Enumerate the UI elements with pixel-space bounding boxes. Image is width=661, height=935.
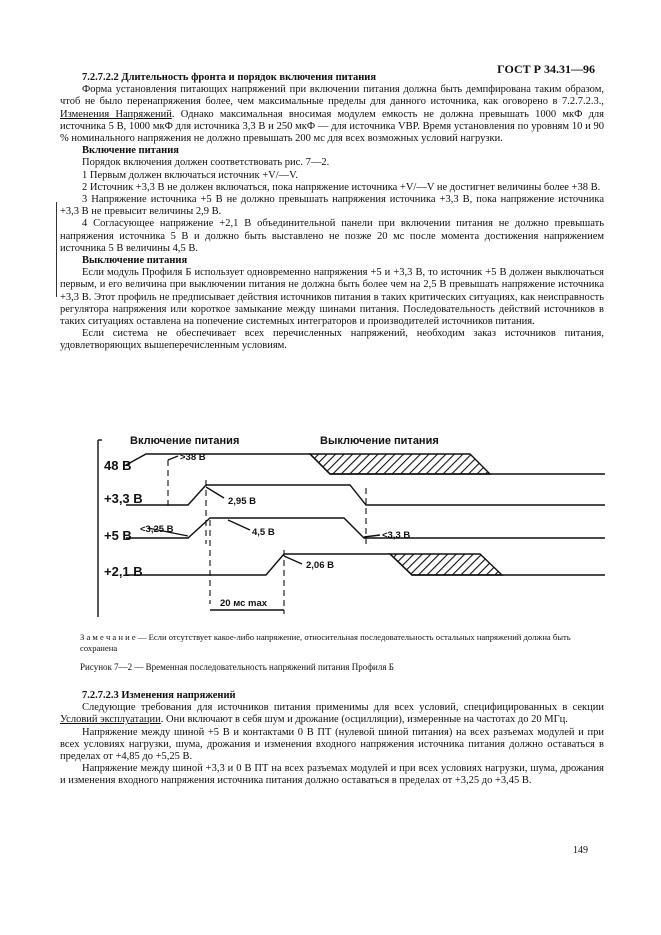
- annotation-45v: 4,5 В: [252, 527, 275, 538]
- annotation-325v: <3,25 В: [140, 524, 174, 535]
- section-title: 7.2.7.2.2 Длительность фронта и порядок включения питания: [82, 72, 377, 83]
- page-number: 149: [573, 845, 588, 856]
- change-bar: [56, 202, 57, 297]
- cross-reference-link[interactable]: Условий эксплуатации: [60, 714, 161, 726]
- rail-5v-label: +5 В: [104, 528, 132, 543]
- subsection-title-power-off: Выключение питания: [82, 255, 188, 267]
- section-title: 7.2.7.2.3 Изменения напряжений: [82, 690, 236, 701]
- list-item: 2 Источник +3,3 В не должен включаться, пока напряжение источника +V/—V не достигнет величины более +38 В.: [82, 181, 601, 193]
- figure-note: З а м е ч а н и е — Если отсутствует какое-либо напряжение, относительная последовательность остальных напряжений должна быть сохранена: [80, 632, 571, 653]
- annotation-38v: >38 В: [180, 452, 206, 463]
- paragraph: Если система не обеспечивает всех перечисленных напряжений, необходим заказ источников питания, удовлетворяющих вышеперечисленным условиям.: [60, 328, 604, 352]
- list-item: 4 Согласующее напряжение +2,1 В объединительной панели при включении питания не должно превышать напряжения источника 5 В и должно быть выставлено не позже 20 мс после момента достижения напряжением источника 5 В величины 4,5 В.: [60, 218, 604, 254]
- section-power-sequence: [60, 72, 604, 353]
- list-item: 1 Первым должен включаться источник +V/—V.: [82, 169, 298, 181]
- figure-caption: Рисунок 7—2 — Временная последовательность напряжений питания Профиля Б: [80, 662, 394, 672]
- rail-48v-label: 48 В: [104, 458, 132, 473]
- rail-21v-trace: [126, 554, 605, 575]
- label-power-off: Выключение питания: [320, 435, 439, 447]
- label-power-on: Включение питания: [130, 435, 240, 447]
- rail-21v-label: +2,1 В: [104, 564, 143, 579]
- paragraph: Порядок включения должен соответствовать рис. 7—2.: [82, 157, 330, 169]
- subsection-title-power-on: Включение питания: [82, 145, 179, 157]
- section-voltage-changes: [60, 690, 604, 788]
- paragraph: Форма установления питающих напряжений при включении питания должна быть демпфирована таким образом, чтоб не было перенапряжения более, чем максимальные пределы для данного источника, как оговорено в 7.2.7.2.3., Изменения Напряжений. Однако максимальная вносимая модулем емкость не должна превышать 1000 мкФ для источника 5 В, 1000 мкФ для источника 3,3 В и 250 мкФ — для источника VBP. Время установления по уровням 10 и 90 % номинального напряжения не должно превышать 200 мс для всех возможных условий нагрузки.: [60, 84, 604, 145]
- annotation-295v: 2,95 В: [228, 496, 256, 507]
- cross-reference-link[interactable]: Изменения Напряжений: [60, 108, 172, 120]
- paragraph: Напряжение между шиной +3,3 и 0 В ПТ на всех разъемах модулей и при всех условиях нагрузки, шума, дрожания и изменения входного напряжения источника питания должно оставаться в пределах от +3,25 до +3,45 В.: [60, 763, 604, 787]
- paragraph: Следующие требования для источников питания применимы для всех условий, специфицированных в секции Условий эксплуатации. Они включают в себя шум и дрожание (осцилляции), измеренные на частотах до 20 МГц.: [60, 702, 604, 726]
- annotation-20ms: 20 мс max: [220, 598, 268, 609]
- standard-code: ГОСТ Р 34.31—96: [497, 62, 595, 76]
- rail-33v-label: +3,3 В: [104, 491, 143, 506]
- rail-21v-off-hatch: [390, 554, 502, 575]
- annotation-33v: <3,3 В: [382, 530, 411, 541]
- timing-diagram: [60, 432, 620, 622]
- paragraph: Напряжение между шиной +5 В и контактами 0 В ПТ (нулевой шиной питания) на всех разъемах модулей и при всех условиях нагрузки, шума, дрожания и изменения входного напряжения источника питания должно оставаться в пределах от +4,85 до +5,25 В.: [60, 726, 604, 763]
- list-item: 3 Напряжение источника +5 В не должно превышать напряжения источника +3,3 В, пока напряжение источника +3,3 В не превысит величины 2,9 В.: [60, 194, 604, 218]
- rail-48v-off-hatch: [310, 454, 490, 474]
- paragraph: Если модуль Профиля Б использует одновременно напряжения +5 и +3,3 В, то источник +5 В должен выключаться первым, и его величина при выключении питания не должна быть более чем на 2,5 В превышать напряжение источника +3,3 В. Этот профиль не предписывает действия источников питания в таких критических ситуациях, как неисправность регулятора напряжения или короткое замыкание между шинами питания. Последовательность действий источников в таких ситуациях оставлена на попечение системных интеграторов и производителей источников питания.: [60, 267, 604, 328]
- annotation-206v: 2,06 В: [306, 560, 334, 571]
